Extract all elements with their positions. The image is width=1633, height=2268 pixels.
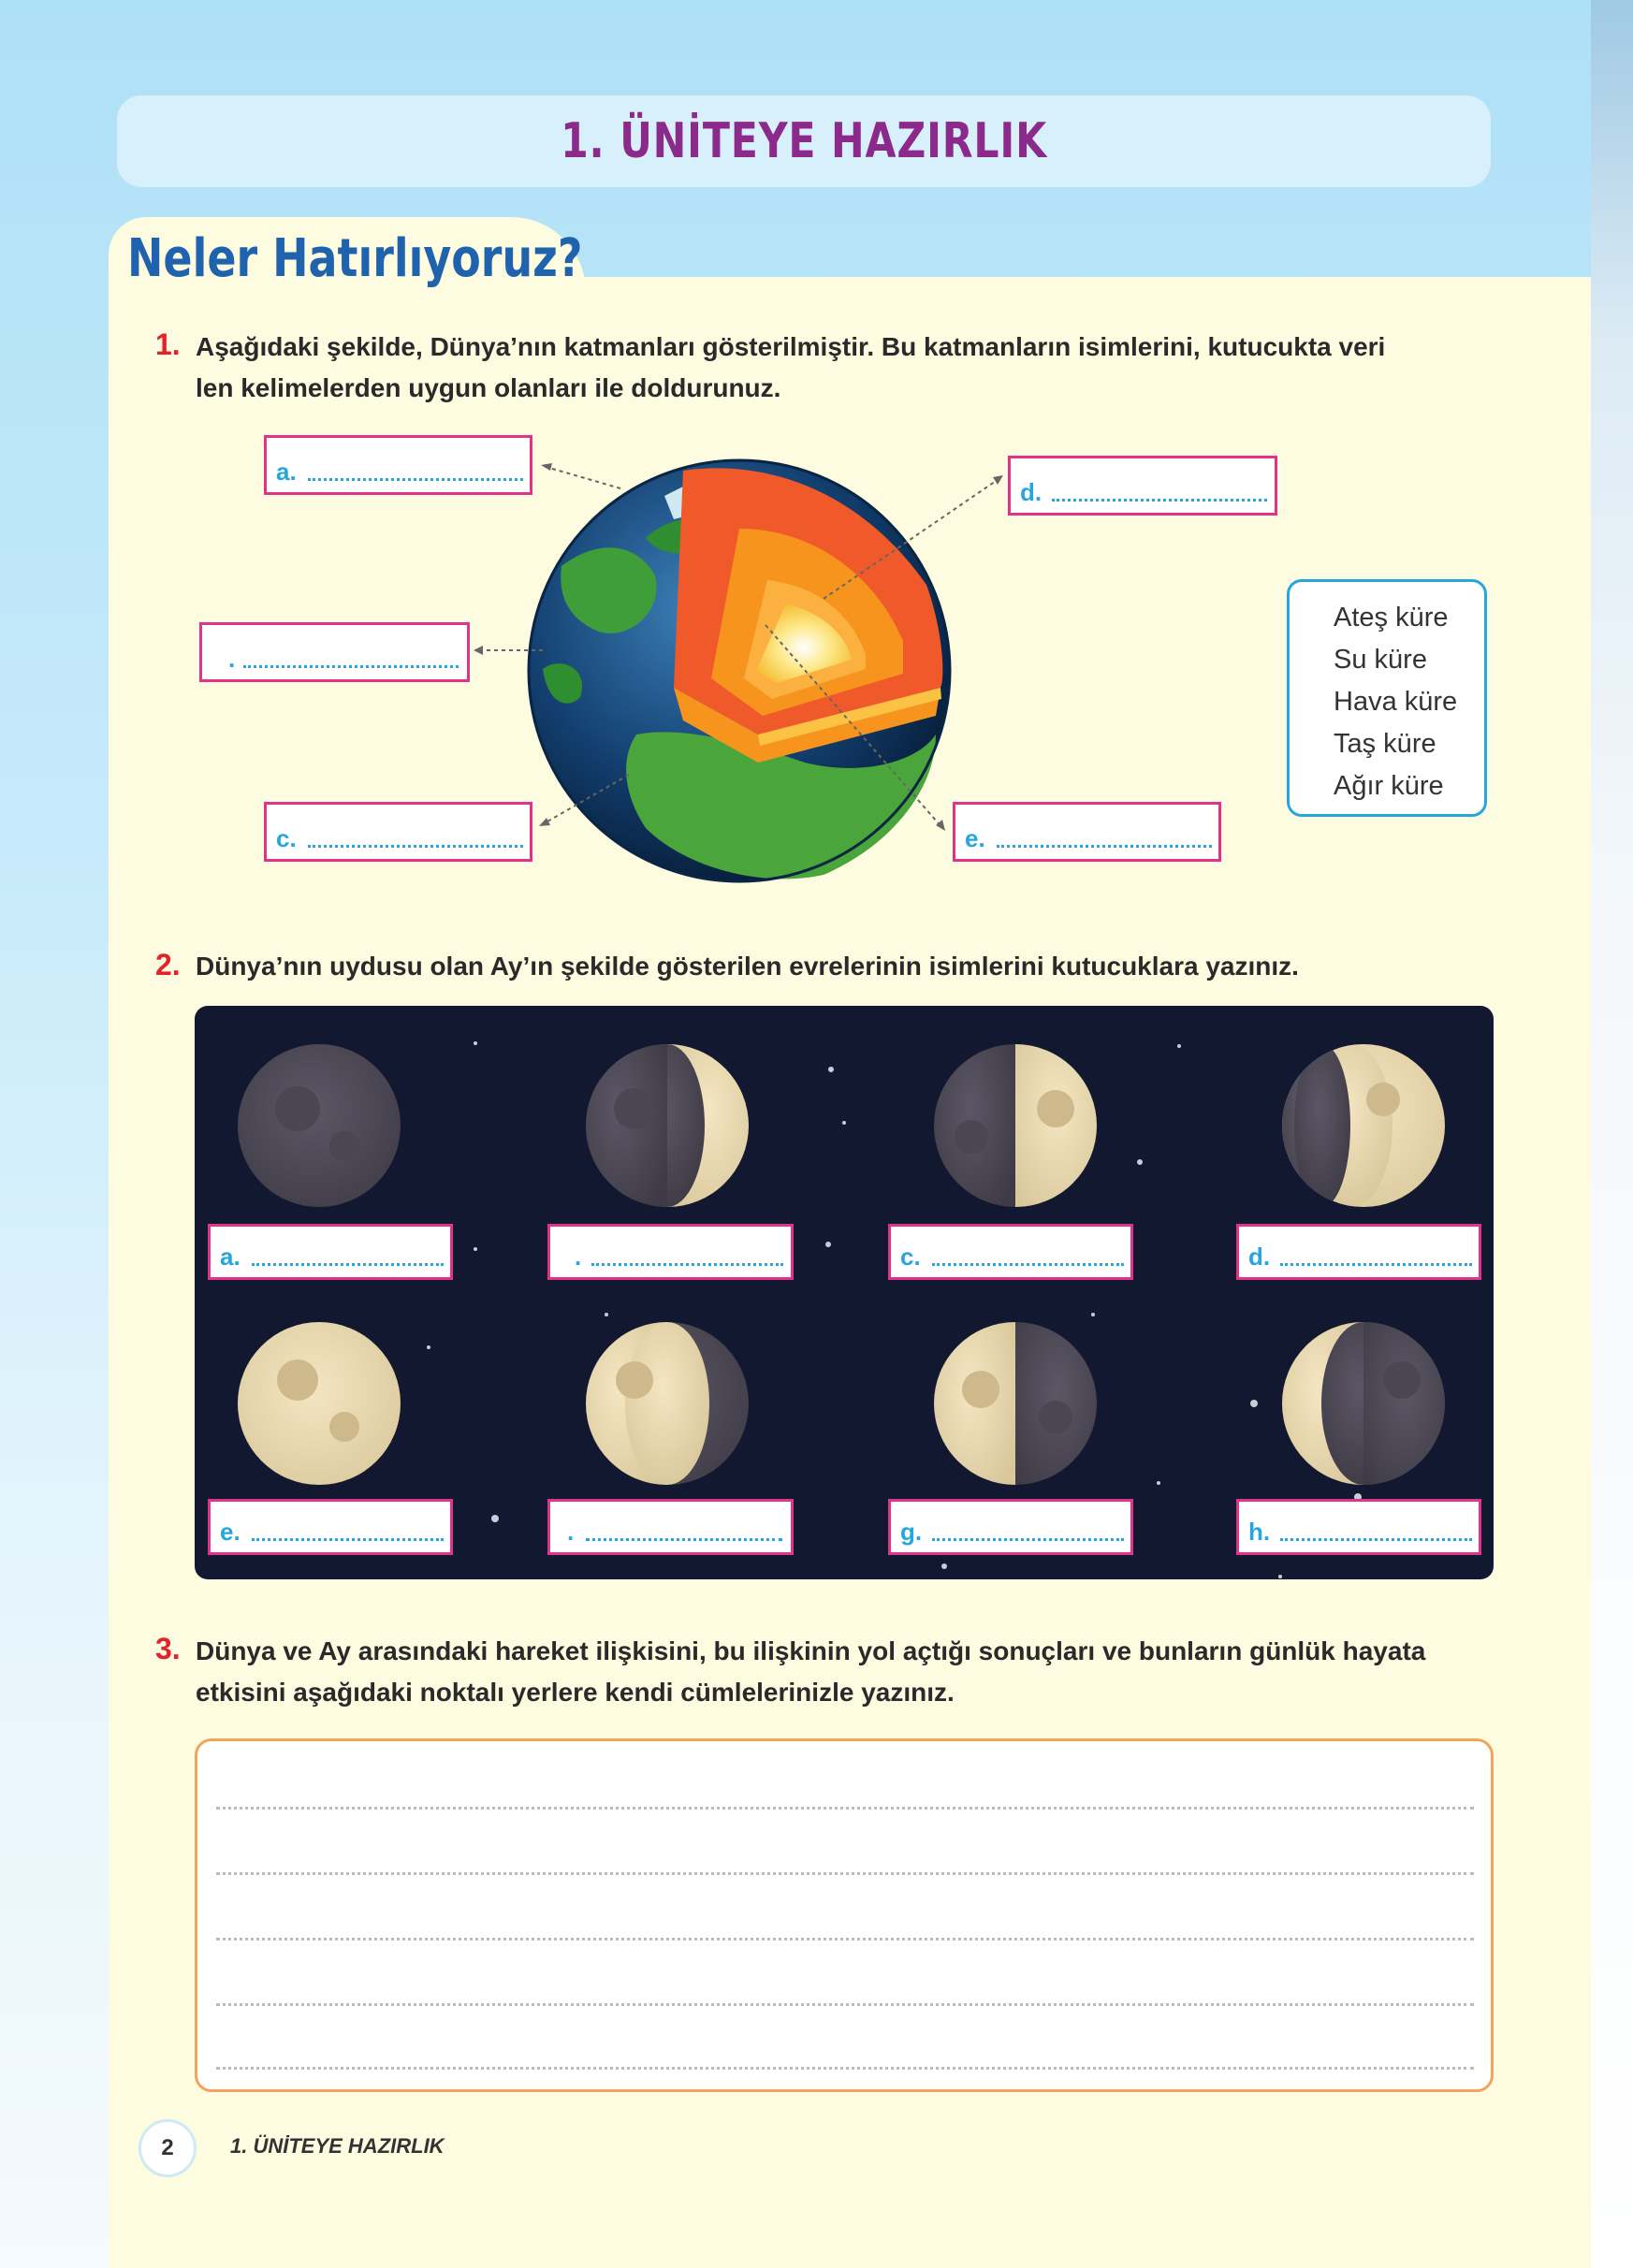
- label-letter: h.: [1248, 1518, 1271, 1546]
- phase-box-h[interactable]: [1236, 1499, 1481, 1555]
- word-bank-item: Ağır küre: [1334, 771, 1444, 801]
- label-letter: g.: [900, 1518, 923, 1546]
- dotted-line: [252, 1263, 444, 1266]
- label-letter: c.: [900, 1243, 921, 1271]
- answer-line[interactable]: [216, 2003, 1474, 2006]
- question-2-text: Dünya’nın uydusu olan Ay’ın şekilde gösterilen evrelerinin isimlerini kutucuklara yazınız.: [196, 952, 1299, 981]
- label-letter: d.: [1248, 1243, 1271, 1271]
- label-letter: e.: [220, 1518, 241, 1546]
- label-box-c[interactable]: [264, 802, 532, 862]
- dotted-line: [591, 1263, 783, 1266]
- label-box-d[interactable]: [1008, 456, 1277, 516]
- dotted-line: [308, 845, 523, 848]
- section-title: Neler Hatırlıyoruz?: [127, 228, 583, 289]
- label-letter: d.: [1020, 478, 1042, 506]
- dotted-line: [586, 1538, 782, 1541]
- phase-box-d[interactable]: [1236, 1224, 1481, 1280]
- question-1-line-2: len kelimelerden uygun olanları ile doldurunuz.: [196, 373, 781, 402]
- word-bank-item: Hava küre: [1334, 687, 1458, 717]
- question-3-number: 3.: [155, 1632, 181, 1665]
- word-bank-item: Taş küre: [1334, 729, 1436, 759]
- label-box-b[interactable]: [199, 622, 470, 682]
- page-number: 2: [139, 2119, 197, 2177]
- label-letter: a.: [276, 458, 297, 486]
- phase-box-e[interactable]: [208, 1499, 453, 1555]
- answer-line[interactable]: [216, 1872, 1474, 1875]
- label-letter: .: [567, 1518, 575, 1546]
- answer-line[interactable]: [216, 1807, 1474, 1810]
- answer-line[interactable]: [216, 1938, 1474, 1941]
- answer-line[interactable]: [216, 2067, 1474, 2070]
- moon-phases-illustration: [195, 1006, 1494, 1579]
- dotted-line: [932, 1538, 1124, 1541]
- label-box-a[interactable]: [264, 435, 532, 495]
- question-1-line-1: Aşağıdaki şekilde, Dünya’nın katmanları gösterilmiştir. Bu katmanların isimlerini, kutucukta veri: [196, 332, 1386, 361]
- dotted-line: [1280, 1263, 1472, 1266]
- page-title: 1. ÜNİTEYE HAZIRLIK: [561, 113, 1047, 169]
- label-box-e[interactable]: [953, 802, 1221, 862]
- dotted-line: [997, 845, 1212, 848]
- word-bank-item: Su küre: [1334, 645, 1427, 675]
- dotted-line: [252, 1538, 444, 1541]
- question-1-number: 1.: [155, 327, 181, 361]
- label-letter: e.: [965, 824, 985, 852]
- dotted-line: [1052, 499, 1267, 502]
- label-letter: a.: [220, 1243, 241, 1271]
- word-bank: [1287, 579, 1487, 817]
- phase-box-c[interactable]: [888, 1224, 1133, 1280]
- dotted-line: [932, 1263, 1124, 1266]
- moon-phases-panel: [195, 1006, 1494, 1579]
- phase-box-a[interactable]: [208, 1224, 453, 1280]
- word-bank-item: Ateş küre: [1334, 603, 1449, 632]
- footer-title: 1. ÜNİTEYE HAZIRLIK: [230, 2134, 445, 2158]
- label-letter: c.: [276, 824, 297, 852]
- question-2-number: 2.: [155, 948, 181, 981]
- question-3-line-1: Dünya ve Ay arasındaki hareket ilişkisini, bu ilişkinin yol açtığı sonuçları ve bunların günlük hayata: [196, 1636, 1426, 1665]
- dotted-line: [1280, 1538, 1472, 1541]
- answer-area[interactable]: [195, 1738, 1494, 2092]
- label-letter: .: [575, 1243, 582, 1271]
- dotted-line: [308, 478, 523, 481]
- phase-box-g[interactable]: [888, 1499, 1133, 1555]
- phase-box-b[interactable]: [547, 1224, 794, 1280]
- dotted-line: [243, 665, 459, 668]
- label-letter: .: [228, 645, 236, 673]
- question-3-line-2: etkisini aşağıdaki noktalı yerlere kendi cümlelerinizle yazınız.: [196, 1678, 955, 1707]
- phase-box-f[interactable]: [547, 1499, 794, 1555]
